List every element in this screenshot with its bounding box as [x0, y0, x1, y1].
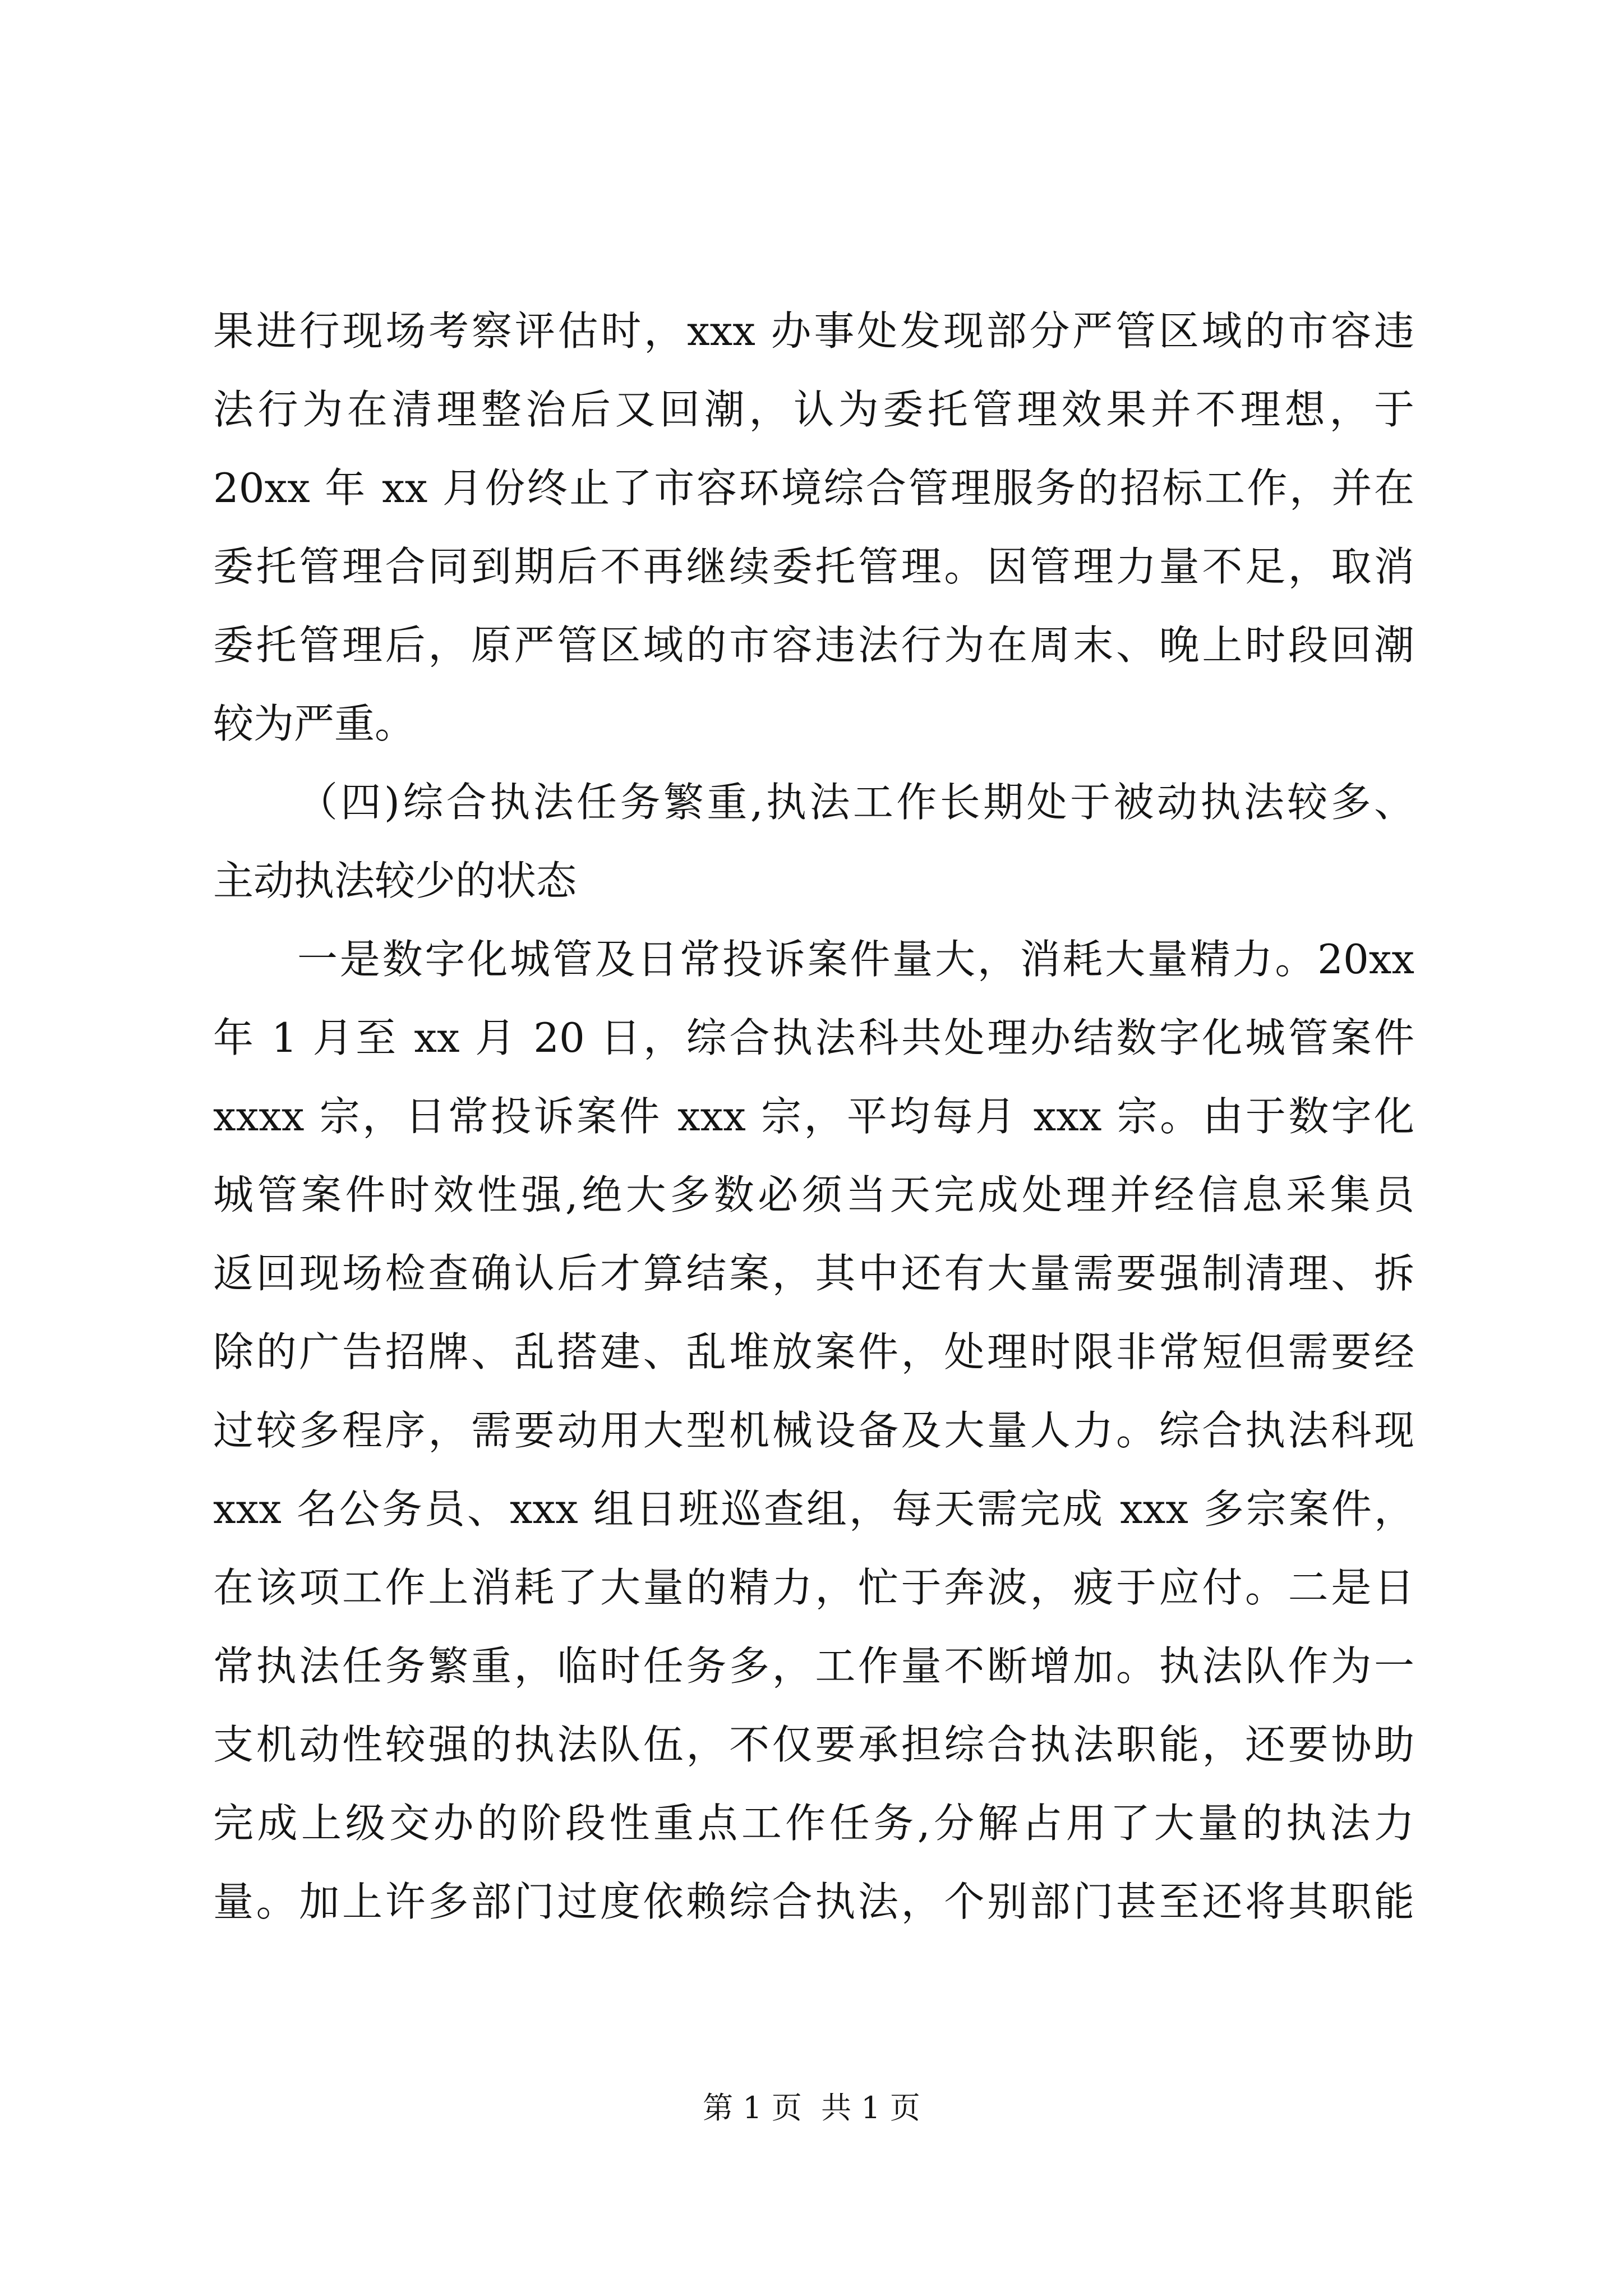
text-line: 支机动性较强的执法队伍，不仅要承担综合执法职能，还要协助 — [213, 1721, 1414, 1768]
text-line: 法行为在清理整治后又回潮，认为委托管理效果并不理想，于 — [213, 386, 1414, 433]
text-line: 除的广告招牌、乱搭建、乱堆放案件，处理时限非常短但需要经 — [213, 1328, 1414, 1375]
text-line: xxxx 宗，日常投诉案件 xxx 宗，平均每月 xxx 宗。由于数字化 — [213, 1093, 1414, 1140]
text-line: 过较多程序，需要动用大型机械设备及大量人力。综合执法科现 — [213, 1407, 1414, 1454]
text-line: 常执法任务繁重，临时任务多，工作量不断增加。执法队作为一 — [213, 1642, 1414, 1690]
text-line: 较为严重。 — [213, 700, 416, 747]
text-line: 20xx 年 xx 月份终止了市容环境综合管理服务的招标工作，并在 — [213, 464, 1414, 512]
text-line: 城管案件时效性强,绝大多数必须当天完成处理并经信息采集员 — [213, 1171, 1414, 1218]
text-line: xxx 名公务员、xxx 组日班巡查组，每天需完成 xxx 多宗案件， — [213, 1485, 1414, 1533]
text-line: 量。加上许多部门过度依赖综合执法，个别部门甚至还将其职能 — [213, 1878, 1414, 1925]
page-number-footer: 第 1 页 共 1 页 — [703, 2090, 920, 2125]
text-line: 一是数字化城管及日常投诉案件量大，消耗大量精力。20xx — [297, 936, 1414, 983]
text-line: 委托管理后，原严管区域的市容违法行为在周末、晚上时段回潮 — [213, 622, 1414, 669]
text-line: 完成上级交办的阶段性重点工作任务,分解占用了大量的执法力 — [213, 1800, 1414, 1847]
section-heading-line: 主动执法较少的状态 — [213, 857, 577, 904]
text-line: 年 1 月至 xx 月 20 日，综合执法科共处理办结数字化城管案件 — [213, 1014, 1414, 1061]
text-line: 返回现场检查确认后才算结案，其中还有大量需要强制清理、拆 — [213, 1250, 1414, 1297]
section-heading-line: （四)综合执法任务繁重,执法工作长期处于被动执法较多、 — [297, 779, 1414, 826]
text-line: 果进行现场考察评估时，xxx 办事处发现部分严管区域的市容违 — [213, 307, 1414, 355]
text-line: 委托管理合同到期后不再继续委托管理。因管理力量不足，取消 — [213, 543, 1414, 590]
text-line: 在该项工作上消耗了大量的精力，忙于奔波，疲于应付。二是日 — [213, 1564, 1414, 1611]
